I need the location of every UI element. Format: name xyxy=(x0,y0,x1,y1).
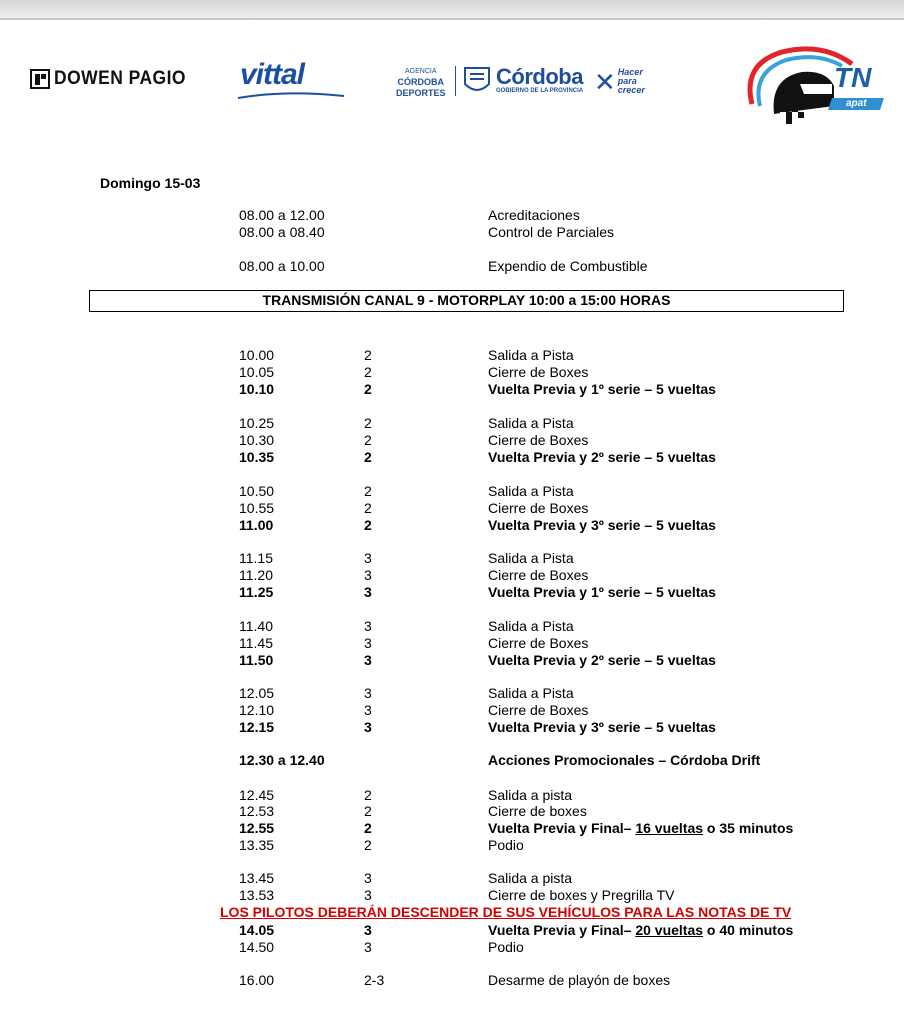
schedule-class: 3 xyxy=(364,652,372,668)
schedule-desc: Cierre de Boxes xyxy=(488,635,589,651)
schedule-time: 12.55 xyxy=(239,820,275,836)
schedule-class: 3 xyxy=(364,702,372,718)
schedule-time: 12.05 xyxy=(239,685,275,701)
final-laps: 20 vueltas xyxy=(635,922,704,938)
schedule-class: 2 xyxy=(364,347,372,363)
schedule-time: 12.10 xyxy=(239,702,275,718)
cordoba-text: Córdoba xyxy=(496,64,583,89)
schedule-time: 11.25 xyxy=(239,584,274,600)
schedule-time: 13.53 xyxy=(239,887,275,903)
schedule-time: 11.15 xyxy=(239,550,273,566)
schedule-desc: Cierre de Boxes xyxy=(488,432,589,448)
tn-apat-logo xyxy=(742,44,887,131)
schedule-desc: Salida a pista xyxy=(488,870,573,886)
dowen-pagio-icon xyxy=(30,69,50,89)
final-desc-prefix: Vuelta Previa y Final– xyxy=(488,820,636,836)
schedule-desc: Salida a Pista xyxy=(488,347,574,363)
schedule-desc: Salida a Pista xyxy=(488,483,574,499)
schedule-class: 3 xyxy=(364,550,372,566)
schedule-desc: Salida a Pista xyxy=(488,415,574,431)
schedule-class: 2 xyxy=(364,820,372,836)
pre-event-time: 08.00 a 08.40 xyxy=(239,224,325,240)
schedule-class: 3 xyxy=(364,939,372,955)
vittal-logo xyxy=(240,58,304,92)
pre-event-time: 08.00 a 10.00 xyxy=(239,258,325,274)
schedule-time: 12.15 xyxy=(239,719,275,735)
schedule-class: 2 xyxy=(364,415,372,431)
schedule-time: 10.30 xyxy=(239,432,275,448)
schedule-class: 2 xyxy=(364,787,372,803)
warning-notice: LOS PILOTOS DEBERÁN DESCENDER DE SUS VEHÍCULOS PARA LAS NOTAS DE TV xyxy=(220,904,792,920)
schedule-class: 2 xyxy=(364,837,372,853)
window-top-bar xyxy=(0,0,904,18)
hacer-x-icon: ✕ xyxy=(594,66,616,97)
schedule-class: 3 xyxy=(364,922,372,938)
hacer-line3: crecer xyxy=(617,85,645,95)
schedule-desc: Vuelta Previa y 3º serie – 5 vueltas xyxy=(488,517,716,533)
cordoba-subtext: GOBIERNO DE LA PROVINCIA xyxy=(496,88,584,94)
schedule-class: 2 xyxy=(364,803,372,819)
dowen-pagio-text: DOWEN PAGIO xyxy=(54,68,186,89)
pre-event-desc: Expendio de Combustible xyxy=(488,258,648,274)
schedule-time: 11.45 xyxy=(239,635,273,651)
schedule-desc: Cierre de Boxes xyxy=(488,567,589,583)
schedule-class: 2 xyxy=(364,449,372,465)
schedule-time: 12.30 a 12.40 xyxy=(239,752,325,768)
schedule-class: 3 xyxy=(364,719,372,735)
agencia-line2: DEPORTES xyxy=(396,88,446,98)
schedule-class: 2 xyxy=(364,517,372,533)
day-title: Domingo 15-03 xyxy=(100,175,201,191)
cordoba-gobierno-logo xyxy=(496,64,583,94)
tn-text: TN xyxy=(834,62,872,93)
apat-text: apat xyxy=(846,98,867,109)
schedule-desc: Vuelta Previa y 1º serie – 5 vueltas xyxy=(488,584,716,600)
schedule-class: 3 xyxy=(364,887,372,903)
schedule-desc: Cierre de Boxes xyxy=(488,364,589,380)
agencia-line1: CÓRDOBA xyxy=(397,77,444,87)
final-desc-suffix: o 40 minutos xyxy=(703,922,794,938)
schedule-time: 14.05 xyxy=(239,922,275,938)
schedule-time: 11.00 xyxy=(239,517,274,533)
schedule-desc xyxy=(488,922,793,938)
schedule-desc: Cierre de Boxes xyxy=(488,702,589,718)
schedule-class: 2 xyxy=(364,432,372,448)
pre-event-time: 08.00 a 12.00 xyxy=(239,207,325,223)
schedule-time: 13.35 xyxy=(239,837,275,853)
schedule-time: 13.45 xyxy=(239,870,275,886)
schedule-desc: Podio xyxy=(488,939,524,955)
schedule-desc: Salida a Pista xyxy=(488,685,574,701)
hacer-para-crecer-logo xyxy=(594,68,645,95)
schedule-desc: Desarme de playón de boxes xyxy=(488,972,671,988)
schedule-desc: Vuelta Previa y 1º serie – 5 vueltas xyxy=(488,381,716,397)
pre-event-desc: Acreditaciones xyxy=(488,207,580,223)
schedule-desc: Vuelta Previa y 3º serie – 5 vueltas xyxy=(488,719,716,735)
schedule-class: 2 xyxy=(364,364,372,380)
schedule-time: 16.00 xyxy=(239,972,275,988)
schedule-time: 10.55 xyxy=(239,500,275,516)
schedule-desc: Salida a Pista xyxy=(488,550,574,566)
schedule-time: 14.50 xyxy=(239,939,275,955)
vittal-swoosh-icon xyxy=(236,88,346,102)
cordoba-shield-icon xyxy=(463,66,491,101)
schedule-desc: Cierre de Boxes xyxy=(488,500,589,516)
logo-separator xyxy=(455,66,456,96)
schedule-class: 3 xyxy=(364,618,372,634)
schedule-desc: Salida a Pista xyxy=(488,618,574,634)
schedule-time: 10.25 xyxy=(239,415,275,431)
vittal-text: vittal xyxy=(240,58,305,91)
schedule-class: 3 xyxy=(364,567,372,583)
schedule-desc: Salida a pista xyxy=(488,787,573,803)
schedule-time: 10.50 xyxy=(239,483,275,499)
schedule-class: 2-3 xyxy=(364,972,385,988)
schedule-desc: Cierre de boxes xyxy=(488,803,587,819)
schedule-time: 11.20 xyxy=(239,567,273,583)
schedule-desc: Vuelta Previa y 2º serie – 5 vueltas xyxy=(488,449,716,465)
schedule-desc: Cierre de boxes y Pregrilla TV xyxy=(488,887,675,903)
schedule-time: 12.53 xyxy=(239,803,275,819)
schedule-desc: Vuelta Previa y 2º serie – 5 vueltas xyxy=(488,652,716,668)
schedule-time: 10.00 xyxy=(239,347,275,363)
final-desc-suffix: o 35 minutos xyxy=(703,820,794,836)
dowen-pagio-logo xyxy=(30,68,197,90)
schedule-desc: Acciones Promocionales – Córdoba Drift xyxy=(488,752,761,768)
schedule-desc: Podio xyxy=(488,837,524,853)
schedule-time: 10.05 xyxy=(239,364,275,380)
schedule-class: 3 xyxy=(364,584,372,600)
hacer-line2: para xyxy=(617,76,637,86)
pre-event-desc: Control de Parciales xyxy=(488,224,615,240)
schedule-class: 2 xyxy=(364,381,372,397)
schedule-class: 2 xyxy=(364,500,372,516)
agencia-cordoba-deportes-logo xyxy=(396,66,446,99)
schedule-class: 3 xyxy=(364,635,372,651)
agencia-label: AGENCIA xyxy=(405,68,437,75)
final-desc-prefix: Vuelta Previa y Final– xyxy=(488,922,636,938)
schedule-class: 2 xyxy=(364,483,372,499)
hacer-line1: Hacer xyxy=(617,67,643,77)
schedule-desc xyxy=(488,820,793,836)
final-laps: 16 vueltas xyxy=(635,820,704,836)
schedule-class: 3 xyxy=(364,685,372,701)
window-top-divider xyxy=(0,18,904,20)
schedule-time: 10.35 xyxy=(239,449,275,465)
broadcast-banner: TRANSMISIÓN CANAL 9 - MOTORPLAY 10:00 a 15:00 HORAS xyxy=(89,290,844,312)
schedule-class: 3 xyxy=(364,870,372,886)
schedule-time: 10.10 xyxy=(239,381,275,397)
schedule-time: 11.50 xyxy=(239,652,274,668)
schedule-time: 12.45 xyxy=(239,787,275,803)
schedule-time: 11.40 xyxy=(239,618,273,634)
